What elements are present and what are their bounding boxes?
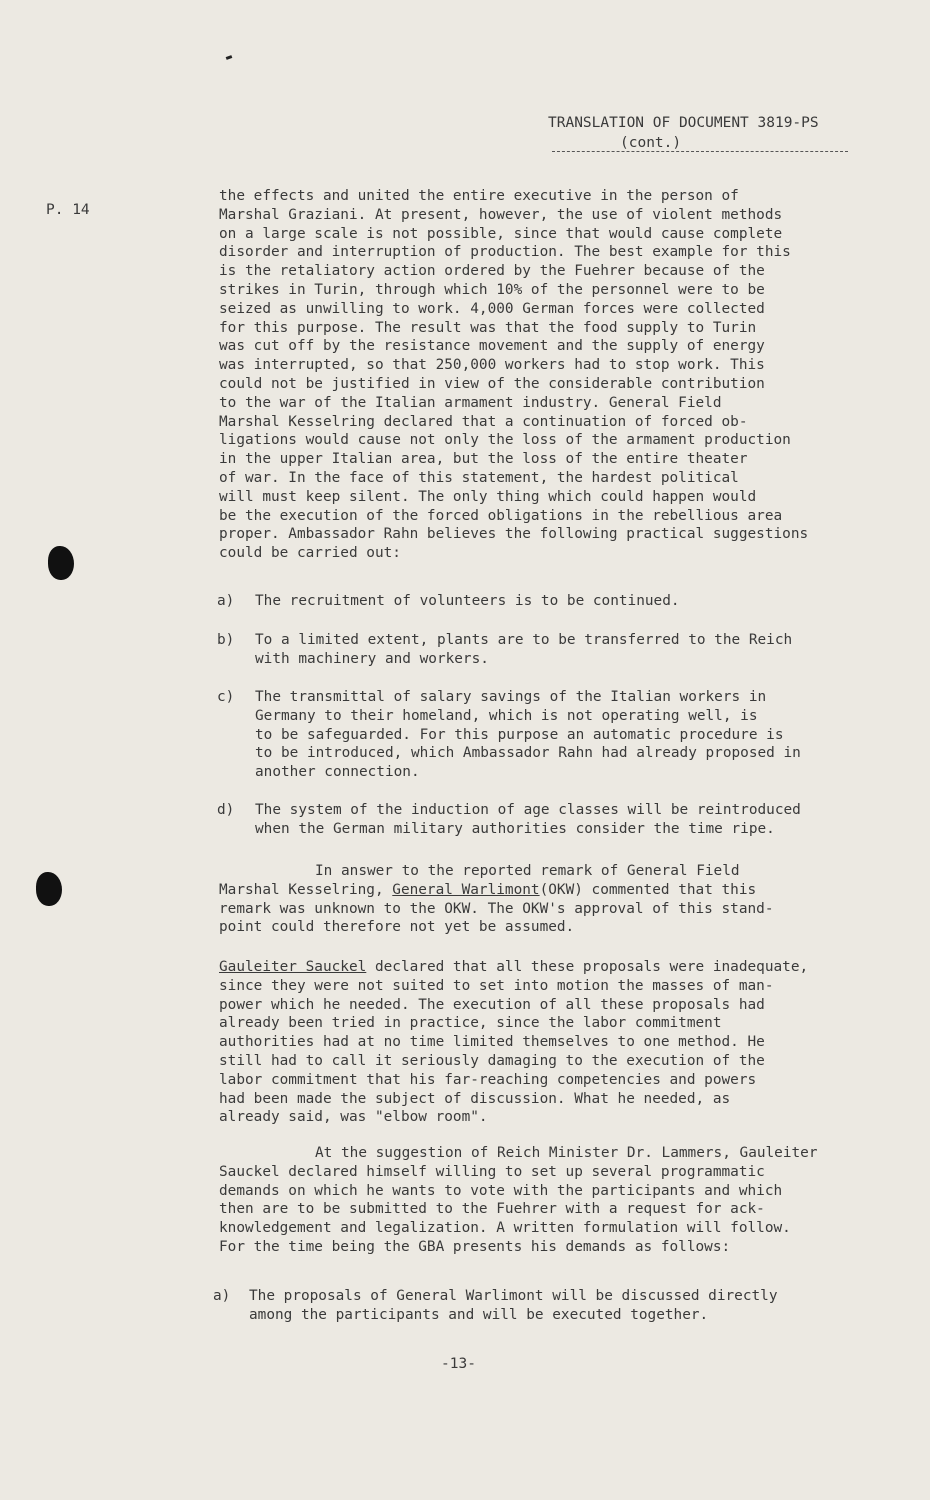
list-item-text: The system of the induction of age classes will be reintroduced when the German military authorities consider the time ripe.: [255, 802, 801, 837]
paragraph-3-first-line: declared that all these proposals were inadequate,: [366, 959, 809, 975]
paragraph-4-line1: At the suggestion of Reich Minister Dr. Lammers, Gauleiter: [315, 1145, 818, 1161]
paragraph-3-rest: since they were not suited to set into motion the masses of man- power which he needed. The execution of all these proposals had already been tried in practice, since the labor commitment authorities had at no time limited themselves to one method. He still had to call it seriously damaging to the execution of the labor commitment that his far-reaching competencies and powers had been made the subject of discussion. What he needed, as already said, was "elbow room".: [219, 977, 774, 1126]
list-item-text: The proposals of General Warlimont will be discussed directly among the participants and will be executed together.: [249, 1288, 778, 1323]
paragraph-4: [219, 1144, 859, 1257]
warlimont-name: General Warlimont: [392, 881, 540, 898]
ink-mark: [226, 55, 233, 60]
list-item-d: [217, 801, 857, 839]
paragraph-4-rest: Sauckel declared himself willing to set up several programmatic demands on which he wants to vote with the participants and which then are to be submitted to the Fuehrer with a request for ack- knowledgement and legalization. A written formulation will follow. For the time being the GBA presents his demands as follows:: [219, 1163, 791, 1255]
header-continued: (cont.): [620, 135, 682, 151]
list-item-b: [217, 631, 857, 669]
list-item-text: To a limited extent, plants are to be transferred to the Reich with machinery and workers.: [255, 632, 793, 667]
list-item-a: [217, 592, 857, 611]
list-item-text: The recruitment of volunteers is to be continued.: [255, 593, 680, 609]
list-item-label: a): [213, 1288, 231, 1304]
paragraph-1: the effects and united the entire executive in the person of Marshal Graziani. At present, however, the use of violent methods on a large scale is not possible, since that would cause complete disorder and interruption of production. The best example for this is the retaliatory action ordered by the Fuehrer because of the strikes in Turin, through which 10% of the personnel were to be seized as unwilling to work. 4,000 German forces were collected for this purpose. The result was that the food supply to Turin was cut off by the resistance movement and the supply of energy was interrupted, so that 250,000 workers had to stop work. This could not be justified in view of the considerable contribution to the war of the Italian armament industry. General Field Marshal Kesselring declared that a continuation of forced ob- ligations would cause not only the loss of the armament production in the upper Italian area, but the loss of the entire theater of war. In the face of this statement, the hardest political will must keep silent. The only thing which could happen would be the execution of the forced obligations in the rebellious area proper. Ambassador Rahn believes the following practical suggestions could be carried out:: [219, 188, 809, 562]
punch-hole-bottom: [36, 872, 62, 906]
margin-page-reference: P. 14: [46, 202, 90, 218]
page-number: -13-: [441, 1356, 476, 1372]
list-item-label: a): [217, 593, 235, 609]
list-item-label: c): [217, 689, 235, 705]
paragraph-2-line2-pre: Marshal Kesselring,: [219, 881, 393, 898]
list-item-text: The transmittal of salary savings of the Italian workers in Germany to their homeland, which is not operating well, is to be safeguarded. For this purpose an automatic procedure is to be introduced, which Ambassador Rahn had already proposed in another connection.: [255, 689, 801, 781]
document-header: [548, 113, 848, 153]
header-title: TRANSLATION OF DOCUMENT 3819-PS: [548, 115, 819, 131]
paragraph-2-line2-post: (OKW) commented that this: [539, 881, 757, 898]
list-item-label: b): [217, 632, 235, 648]
list-item-c: [217, 688, 857, 782]
list-item-label: d): [217, 802, 235, 818]
paragraph-2-rest: remark was unknown to the OKW. The OKW's approval of this stand- point could therefore not yet be assumed.: [219, 900, 774, 936]
paragraph-2: [219, 862, 859, 937]
sauckel-name: Gauleiter Sauckel: [219, 959, 367, 975]
punch-hole-top: [48, 546, 74, 580]
list-item-final-a: [213, 1287, 853, 1325]
paragraph-3: [219, 958, 859, 1127]
header-rule: [552, 151, 848, 152]
paragraph-2-line1: In answer to the reported remark of General Field: [315, 863, 740, 879]
